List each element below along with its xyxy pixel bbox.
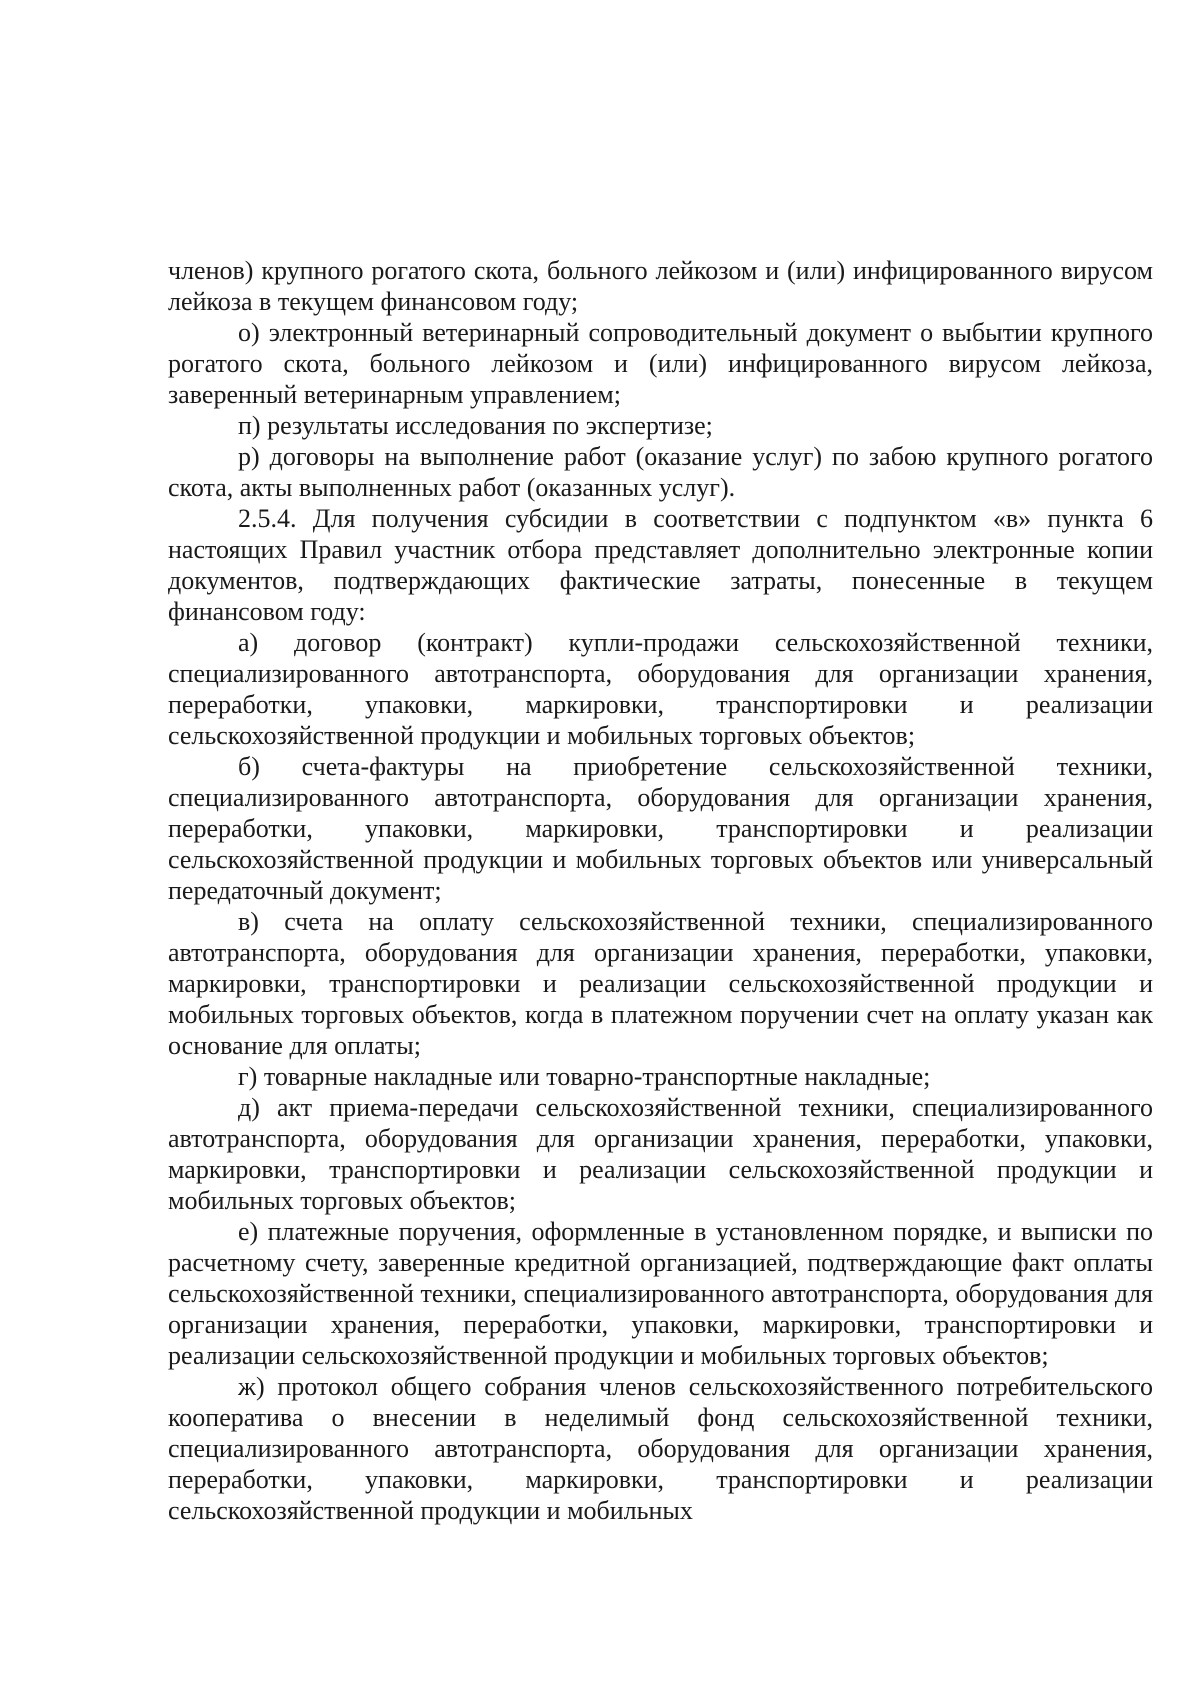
document-page xyxy=(168,255,1153,1526)
paragraph-item-v: в) счета на оплату сельскохозяйственной техники, специализированного автотранспорта, оборудования для организации хранения, переработки, упаковки, маркировки, транспортировки и реализации сельскохозяйственной продукции и мобильных торговых объектов, когда в платежном поручении счет на оплату указан как основание для оплаты; xyxy=(168,907,1153,1060)
paragraph-item-g: г) товарные накладные или товарно-транспортные накладные; xyxy=(238,1062,931,1091)
paragraph-item-d: д) акт приема-передачи сельскохозяйственной техники, специализированного автотранспорта, оборудования для организации хранения, переработки, упаковки, маркировки, транспортировки и реализации сельскохозяйственной продукции и мобильных торговых объектов; xyxy=(168,1093,1153,1215)
paragraph-item-b: б) счета-фактуры на приобретение сельскохозяйственной техники, специализированного автотранспорта, оборудования для организации хранения, переработки, упаковки, маркировки, транспортировки и реализации сельскохозяйственной продукции и мобильных торговых объектов или универсальный передаточный документ; xyxy=(168,752,1153,905)
paragraph-item-zh: ж) протокол общего собрания членов сельскохозяйственного потребительского кооператива о внесении в неделимый фонд сельскохозяйственной техники, специализированного автотранспорта, оборудования для организации хранения, переработки, упаковки, маркировки, транспортировки и реализации сельскохозяйственной продукции и мобильных xyxy=(168,1372,1153,1525)
paragraph-item-o: о) электронный ветеринарный сопроводительный документ о выбытии крупного рогатого скота, больного лейкозом и (или) инфицированного вирусом лейкоза, заверенный ветеринарным управлением; xyxy=(168,318,1153,409)
paragraph-continuation: членов) крупного рогатого скота, больного лейкозом и (или) инфицированного вирусом лейкоза в текущем финансовом году; xyxy=(168,256,1153,316)
paragraph-item-r: р) договоры на выполнение работ (оказание услуг) по забою крупного рогатого скота, акты выполненных работ (оказанных услуг). xyxy=(168,442,1153,502)
paragraph-item-e: е) платежные поручения, оформленные в установленном порядке, и выписки по расчетному счету, заверенные кредитной организацией, подтверждающие факт оплаты сельскохозяйственной техники, специализированного автотранспорта, оборудования для организации хранения, переработки, упаковки, маркировки, транспортировки и реализации сельскохозяйственной продукции и мобильных торговых объектов; xyxy=(168,1217,1153,1370)
paragraph-item-a: а) договор (контракт) купли-продажи сельскохозяйственной техники, специализированного автотранспорта, оборудования для организации хранения, переработки, упаковки, маркировки, транспортировки и реализации сельскохозяйственной продукции и мобильных торговых объектов; xyxy=(168,628,1153,750)
paragraph-item-p: п) результаты исследования по экспертизе; xyxy=(238,411,713,440)
paragraph-section-2-5-4: 2.5.4. Для получения субсидии в соответствии с подпунктом «в» пункта 6 настоящих Правил участник отбора представляет дополнительно электронные копии документов, подтверждающих фактические затраты, понесенные в текущем финансовом году: xyxy=(168,504,1153,626)
